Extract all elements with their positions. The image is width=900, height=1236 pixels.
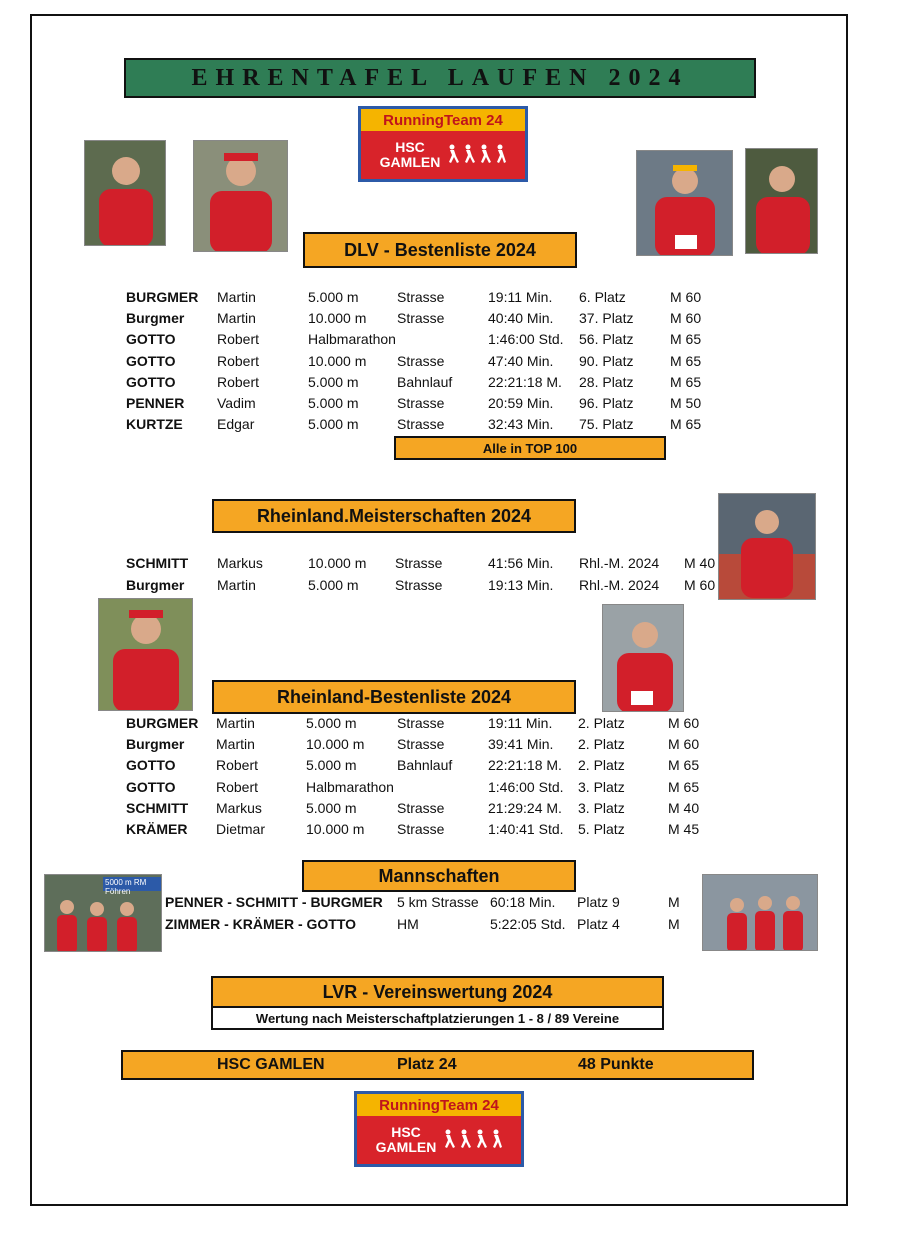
cell-ak: M 65 <box>668 778 700 795</box>
team-logo-bottom <box>354 1091 524 1167</box>
cell-type: Strasse <box>397 352 445 369</box>
cell-first: Vadim <box>217 395 256 411</box>
cell-name: Burgmer <box>126 310 185 327</box>
cell-name: GOTTO <box>126 373 176 390</box>
cell-ak: M 65 <box>670 331 702 348</box>
cell-first: Robert <box>216 778 259 795</box>
cell-time: 5:22:05 Std. <box>490 915 566 932</box>
result-points: 48 Punkte <box>578 1056 654 1073</box>
cell-ak: M <box>668 915 680 932</box>
table-row <box>0 351 900 371</box>
cell-ak: M 65 <box>670 416 702 433</box>
cell-dist: 5.000 m <box>308 416 359 433</box>
runners-icon <box>442 1128 502 1153</box>
table-row <box>0 575 900 595</box>
runner-photo-3 <box>636 150 733 256</box>
cell-place: 37. Platz <box>579 310 634 327</box>
cell-place: 28. Platz <box>579 373 634 390</box>
cell-first: Robert <box>217 331 260 348</box>
cell-place: 2. Platz <box>578 736 625 753</box>
table-row <box>0 393 900 413</box>
cell-dist: 5.000 m <box>306 757 357 774</box>
cell-name: PENNER <box>126 395 185 411</box>
logo-club-line2: GAMLEN <box>375 1139 437 1156</box>
cell-first: Robert <box>217 373 260 390</box>
cell-time: 19:13 Min. <box>488 576 554 593</box>
table-row <box>0 914 900 934</box>
table-row <box>0 329 900 349</box>
cell-place: 3. Platz <box>578 778 625 795</box>
cell-time: 19:11 Min. <box>488 289 553 305</box>
cell-type: Strasse <box>397 821 445 837</box>
cell-first: Robert <box>216 757 259 774</box>
cell-place: Rhl.-M. 2024 <box>579 555 660 571</box>
cell-first: Martin <box>216 715 255 731</box>
cell-ak: M <box>668 894 680 910</box>
cell-dist: 10.000 m <box>308 310 367 327</box>
table-row <box>0 819 900 839</box>
cell-place: 2. Platz <box>578 715 625 731</box>
logo-club-line1: HSC <box>395 139 425 156</box>
cell-dist: HM <box>397 915 419 932</box>
cell-name: GOTTO <box>126 757 176 774</box>
table-row <box>0 798 900 818</box>
cell-time: 39:41 Min. <box>488 736 554 753</box>
cell-ak: M 60 <box>684 576 716 593</box>
cell-name: Burgmer <box>126 576 185 593</box>
cell-name: BURGMER <box>126 715 199 731</box>
cell-place: 90. Platz <box>579 352 634 369</box>
cell-ak: M 45 <box>668 821 700 837</box>
cell-dist: 10.000 m <box>306 821 365 837</box>
table-row <box>0 734 900 754</box>
cell-type: Strasse <box>397 395 445 411</box>
rhb-heading: Rheinland-Bestenliste 2024 <box>212 680 576 714</box>
dlv-note: Alle in TOP 100 <box>394 436 666 460</box>
cell-place: 96. Platz <box>579 395 634 411</box>
cell-place: Platz 9 <box>577 894 620 910</box>
cell-name: GOTTO <box>126 331 176 348</box>
cell-ak: M 60 <box>668 715 700 731</box>
cell-name: Burgmer <box>126 736 185 753</box>
cell-place: Rhl.-M. 2024 <box>579 576 660 593</box>
logo-team-name: RunningTeam 24 <box>357 1094 521 1116</box>
cell-first: Markus <box>216 799 262 816</box>
cell-ak: M 60 <box>670 289 702 305</box>
dlv-heading: DLV - Bestenliste 2024 <box>303 232 577 268</box>
logo-club-line2: GAMLEN <box>379 154 441 171</box>
cell-dist: 10.000 m <box>306 736 365 753</box>
cell-ak: M 50 <box>670 395 702 411</box>
cell-time: 40:40 Min. <box>488 310 554 327</box>
cell-place: 3. Platz <box>578 799 625 816</box>
table-row <box>0 713 900 733</box>
cell-time: 41:56 Min. <box>488 555 554 571</box>
cell-ak: M 60 <box>668 736 700 753</box>
cell-type: Strasse <box>395 576 443 593</box>
cell-ak: M 40 <box>684 555 716 571</box>
cell-time: 22:21:18 M. <box>488 373 562 390</box>
cell-dist: 5.000 m <box>308 289 359 305</box>
cell-time: 21:29:24 M. <box>488 799 562 816</box>
table-row <box>0 892 900 912</box>
cell-dist: Halbmarathon <box>306 778 394 795</box>
cell-place: 75. Platz <box>579 416 634 433</box>
cell-names: PENNER - SCHMITT - BURGMER <box>165 894 383 910</box>
result-place: Platz 24 <box>397 1056 457 1073</box>
cell-type: Strasse <box>397 736 445 753</box>
logo-team-name: RunningTeam 24 <box>361 109 525 131</box>
teams-heading: Mannschaften <box>302 860 576 892</box>
table-row <box>0 414 900 434</box>
cell-ak: M 65 <box>668 757 700 774</box>
team-photo-2 <box>702 874 818 951</box>
cell-name: SCHMITT <box>126 555 189 571</box>
cell-first: Markus <box>217 555 263 571</box>
cell-type: Bahnlauf <box>397 373 453 390</box>
cell-time: 22:21:18 M. <box>488 757 562 774</box>
runner-photo-1 <box>84 140 166 246</box>
cell-first: Martin <box>217 310 256 327</box>
cell-dist: 10.000 m <box>308 555 367 571</box>
cell-name: KURTZE <box>126 416 183 433</box>
runner-photo-6 <box>98 598 193 711</box>
result-club: HSC GAMLEN <box>217 1056 325 1073</box>
cell-name: BURGMER <box>126 289 199 305</box>
cell-name: SCHMITT <box>126 799 189 816</box>
cell-time: 47:40 Min. <box>488 352 554 369</box>
cell-first: Martin <box>217 576 256 593</box>
rhm-heading: Rheinland.Meisterschaften 2024 <box>212 499 576 533</box>
cell-type: Strasse <box>397 416 445 433</box>
cell-type: Strasse <box>397 799 445 816</box>
team-logo-top <box>358 106 528 182</box>
cell-time: 60:18 Min. <box>490 894 556 910</box>
cell-time: 1:40:41 Std. <box>488 821 564 837</box>
cell-place: 5. Platz <box>578 821 625 837</box>
cell-time: 1:46:00 Std. <box>488 778 564 795</box>
cell-time: 20:59 Min. <box>488 395 554 411</box>
cell-dist: 5.000 m <box>308 576 359 593</box>
cell-dist: 5 km Strasse <box>397 894 479 910</box>
cell-dist: 5.000 m <box>306 799 357 816</box>
table-row <box>0 777 900 797</box>
cell-place: 6. Platz <box>579 289 626 305</box>
cell-name: GOTTO <box>126 352 176 369</box>
cell-ak: M 60 <box>670 310 702 327</box>
cell-type: Bahnlauf <box>397 757 453 774</box>
logo-club-line1: HSC <box>391 1124 421 1141</box>
cell-time: 1:46:00 Std. <box>488 331 564 348</box>
cell-place: Platz 4 <box>577 915 620 932</box>
lvr-heading: LVR - Vereinswertung 2024 <box>211 976 664 1008</box>
cell-ak: M 40 <box>668 799 700 816</box>
cell-ak: M 65 <box>670 352 702 369</box>
cell-first: Dietmar <box>216 821 266 837</box>
cell-dist: 5.000 m <box>308 395 359 411</box>
cell-type: Strasse <box>395 555 443 571</box>
table-row <box>0 287 900 307</box>
cell-ak: M 65 <box>670 373 702 390</box>
team-photo-caption: 5000 m RM Föhren <box>105 878 147 896</box>
cell-dist: Halbmarathon <box>308 331 396 348</box>
cell-name: GOTTO <box>126 778 176 795</box>
table-row <box>0 372 900 392</box>
cell-type: Strasse <box>397 310 445 327</box>
runner-photo-7 <box>602 604 684 712</box>
runners-icon <box>446 143 506 168</box>
cell-time: 32:43 Min. <box>488 416 554 433</box>
cell-dist: 5.000 m <box>306 715 357 731</box>
table-row <box>0 308 900 328</box>
table-row <box>0 755 900 775</box>
cell-place: 2. Platz <box>578 757 625 774</box>
title-bar <box>124 58 756 98</box>
cell-first: Martin <box>217 289 256 305</box>
cell-first: Robert <box>217 352 260 369</box>
lvr-subtitle: Wertung nach Meisterschaftplatzierungen 1 - 8 / 89 Vereine <box>211 1008 664 1030</box>
cell-name: KRÄMER <box>126 821 188 837</box>
cell-dist: 5.000 m <box>308 373 359 390</box>
cell-type: Strasse <box>397 289 445 305</box>
runner-photo-4 <box>745 148 818 254</box>
cell-dist: 10.000 m <box>308 352 367 369</box>
result-bar <box>121 1050 754 1080</box>
runner-photo-2 <box>193 140 288 252</box>
cell-type: Strasse <box>397 715 445 731</box>
table-row <box>0 553 900 573</box>
cell-time: 19:11 Min. <box>488 715 553 731</box>
cell-first: Edgar <box>217 416 255 433</box>
cell-place: 56. Platz <box>579 331 634 348</box>
cell-names: ZIMMER - KRÄMER - GOTTO <box>165 915 357 932</box>
page-title: EHRENTAFEL LAUFEN 2024 <box>191 64 689 91</box>
cell-first: Martin <box>216 736 255 753</box>
